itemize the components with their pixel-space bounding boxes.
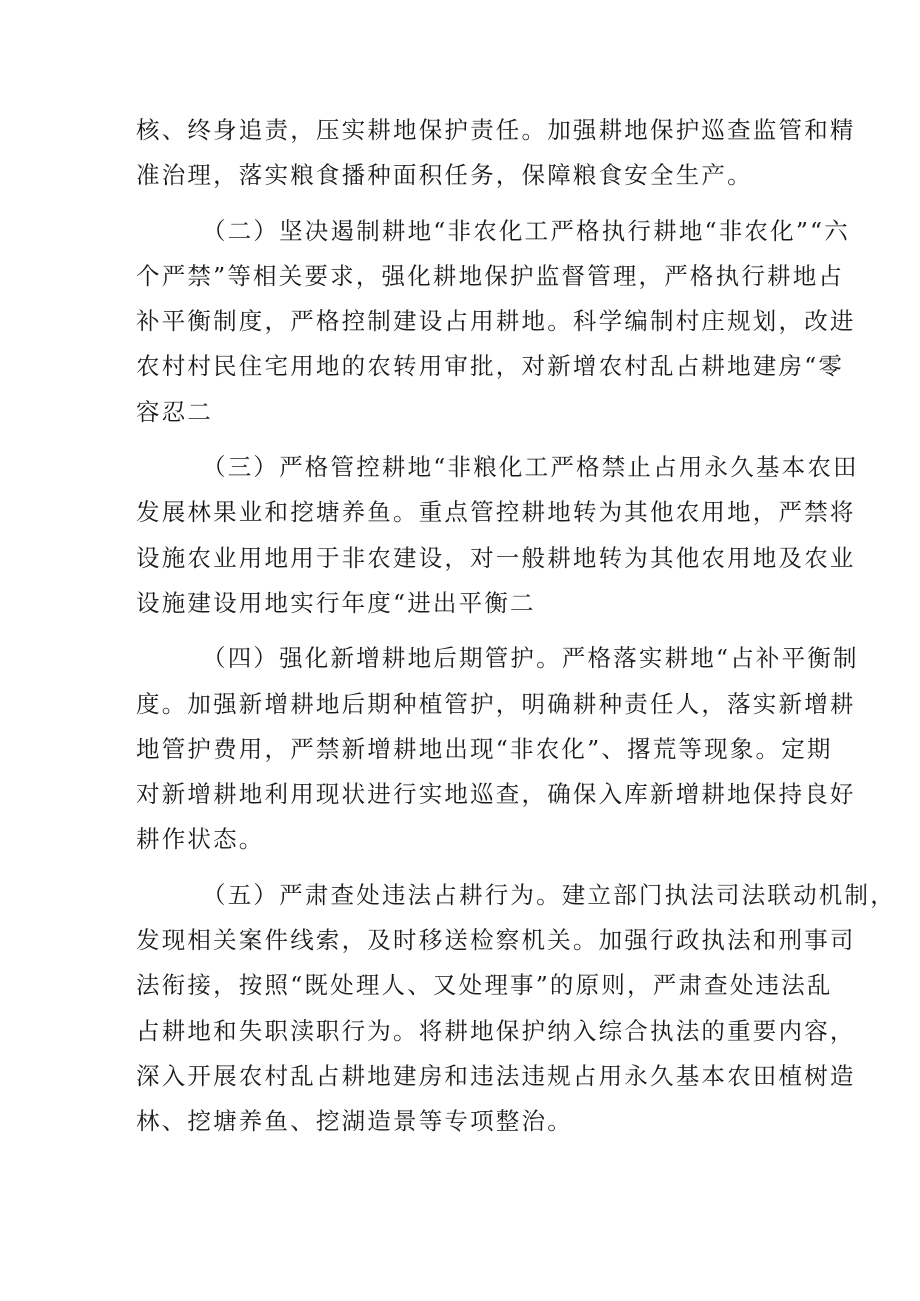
text-line: 占耕地和失职渎职行为。将耕地保护纳入综合执法的重要内容， xyxy=(136,1016,856,1045)
text-line: 个严禁”等相关要求，强化耕地保护监督管理，严格执行耕地占 xyxy=(136,261,845,290)
text-line: 设施建设用地实行年度“进出平衡二 xyxy=(136,588,536,617)
paragraph-section-4 xyxy=(136,636,859,862)
text-line: 核、终身追责，压实耕地保护责任。加强耕地保护巡查监管和精 xyxy=(136,116,856,144)
text-line: 补平衡制度，严格控制建设占用耕地。科学编制村庄规划，改进 xyxy=(136,307,856,336)
document-body xyxy=(136,108,896,1155)
text-line: 农村村民住宅用地的农转用审批，对新增农村乱占耕地建房“零 xyxy=(136,352,845,381)
text-line: （二）坚决遏制耕地“非农化工严格执行耕地“非农化”“六 xyxy=(202,216,850,245)
paragraph-section-3 xyxy=(136,445,859,626)
paragraph-section-2 xyxy=(136,209,856,435)
paragraph-continuation xyxy=(136,108,856,199)
text-line: （五）严肃查处违法占耕行为。建立部门执法司法联动机制， xyxy=(202,880,896,909)
text-line: 设施农业用地用于非农建设，对一般耕地转为其他农用地及农业 xyxy=(136,543,856,572)
text-line: 度。加强新增耕地后期种植管护，明确耕种责任人，落实新增耕 xyxy=(136,689,856,718)
text-line: 深入开展农村乱占耕地建房和违法违规占用永久基本农田植树造 xyxy=(136,1061,856,1090)
text-line: （四）强化新增耕地后期管护。严格落实耕地“占补平衡制 xyxy=(202,644,859,673)
text-line: 发现相关案件线索，及时移送检察机关。加强行政执法和刑事司 xyxy=(136,926,856,955)
text-line: 耕作状态。 xyxy=(136,825,265,854)
text-line: 容忍二 xyxy=(136,397,214,426)
text-line: 地管护费用，严禁新增耕地出现“非农化”、撂荒等现象。定期 xyxy=(136,734,833,763)
paragraph-section-5 xyxy=(136,873,896,1145)
text-line: 法衔接，按照“既处理人、又处理事”的原则，严肃查处违法乱 xyxy=(136,971,833,1000)
text-line: 发展林果业和挖塘养鱼。重点管控耕地转为其他农用地，严禁将 xyxy=(136,498,856,527)
text-line: 准治理，落实粮食播种面积任务，保障粮食安全生产。 xyxy=(136,161,753,190)
text-line: 对新增耕地利用现状进行实地巡查，确保入库新增耕地保持良好 xyxy=(136,780,856,809)
text-line: 林、挖塘养鱼、挖湖造景等专项整治。 xyxy=(136,1107,573,1136)
text-line: （三）严格管控耕地“非粮化工严格禁止占用永久基本农田 xyxy=(202,453,859,482)
